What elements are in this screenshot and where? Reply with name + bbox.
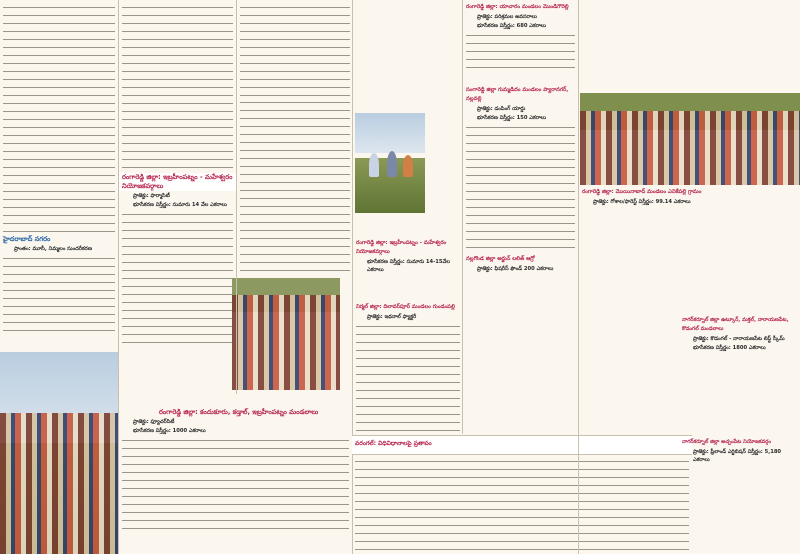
project-label: ప్రాంతం: మూసీ, నిమ్మలం సుందరీకరణ (14, 246, 93, 252)
project-label: ప్రాజెక్టు: ఫ్రీలాండ్ ఎగ్జిబిషన్ విస్తీర్ణం: 5,180 ఎకరాలు (693, 449, 782, 463)
project-label: ప్రాజెక్టు: కొడంగల్ - నారాయణపేట లిఫ్ట్ స్కీమ్ (693, 336, 785, 342)
project-label: ప్రాజెక్టు: ఫిషరీస్ ఫౌండ్ 200 ఎకరాలు (477, 266, 554, 272)
land-area-label: భూసేకరణ విస్తీర్ణం: 1000 ఎకరాలు (133, 428, 206, 434)
land-area-label: భూసేకరణ విస్తీర్ణం: 150 ఎకరాలు (477, 115, 547, 121)
section-headline: రంగారెడ్డి జిల్లా: యాచారం మండలం మొండిగౌరెల్లి (466, 4, 569, 10)
body-text (3, 253, 115, 333)
project-label: ప్రాజెక్టు: ఫ్యూచర్‌సిటీ (133, 419, 175, 425)
section-headline: రంగారెడ్డి జిల్లా: ఇబ్రహీంపట్నం - మహేశ్వరం నియోజకవర్గాలు (356, 240, 447, 255)
section-headline: నాగర్‌కర్నూల్ జిల్లా అచ్చంపేట నియోజకవర్గం (682, 439, 771, 445)
section-headline: సంగారెడ్డి జిల్లా గుమ్మడిదం మండలం ప్యారానగర్, నల్లవల్లి (466, 87, 569, 102)
body-text (466, 122, 575, 252)
project-label: ప్రాజెక్టు: ఫార్మాసిటీ (133, 193, 170, 199)
body-text (466, 30, 575, 70)
section-headline: హైదరాబాద్ నగరం (3, 235, 51, 243)
land-area-label: భూసేకరణ విస్తీర్ణం: 680 ఎకరాలు (477, 23, 547, 29)
article-column-3 (237, 0, 353, 554)
section-headline: రంగారెడ్డి జిల్లా: కందుకూరు, కడ్తాల్, ఇబ్రహీంపట్నం మండలాలు (159, 408, 319, 416)
article-column-6 (579, 0, 800, 554)
section-headline: నిర్మల్ జిల్లా: దిలావర్‌పూర్ మండలం గుండంపల్లి (356, 304, 455, 310)
body-text (122, 209, 233, 349)
warangal-header: వరంగల్: విధివిధానాలపై ప్రతాపం (352, 435, 692, 455)
body-text (240, 97, 350, 272)
body-text (3, 2, 115, 232)
land-area-label: భూసేకరణ విస్తీర్ణం: సుమారు 14-15వేల ఎకరాలు (367, 259, 450, 273)
project-label: ప్రాజెక్టు: డంపింగ్ యార్డు (477, 106, 526, 112)
section-headline: నల్లగొండ జిల్లా అర్జున్ లలిత్ ఆగ్రో (466, 256, 535, 262)
protest-photo (0, 352, 118, 554)
body-text (356, 321, 460, 431)
article-column-5 (463, 0, 578, 554)
project-label: ప్రాజెక్టు: గోశాల/ఫారెస్ట్ విస్తీర్ణం: 99.14 ఎకరాలు (593, 199, 691, 205)
section-header-bar: రంగారెడ్డి జిల్లా: ఇబ్రహీంపట్నం - మహేశ్వరం నియోజకవర్గాలు (119, 173, 236, 191)
land-area-label: భూసేకరణ విస్తీర్ణం: సుమారు 14 వేల ఎకరాలు (133, 202, 227, 208)
project-label: ప్రాజెక్టు: ఇథనాల్ ఫ్యాక్టరీ (367, 314, 417, 320)
body-text (240, 2, 350, 97)
section-headline: నాగర్‌కర్నూల్ జిల్లా ఉట్కూర్, మక్తల్, నారాయణపేట, కొడంగల్ మండలాలు (682, 317, 789, 332)
body-text (122, 2, 233, 170)
section-headline: రంగారెడ్డి జిల్లా: మొయినాబాద్ మండలం ఎనికేపల్లి గ్రామం (582, 189, 702, 195)
land-area-label: భూసేకరణ విస్తీర్ణం: 1800 ఎకరాలు (693, 345, 766, 351)
project-label: ప్రాజెక్టు: పరిశ్రమల అవసరాలు (477, 14, 537, 20)
